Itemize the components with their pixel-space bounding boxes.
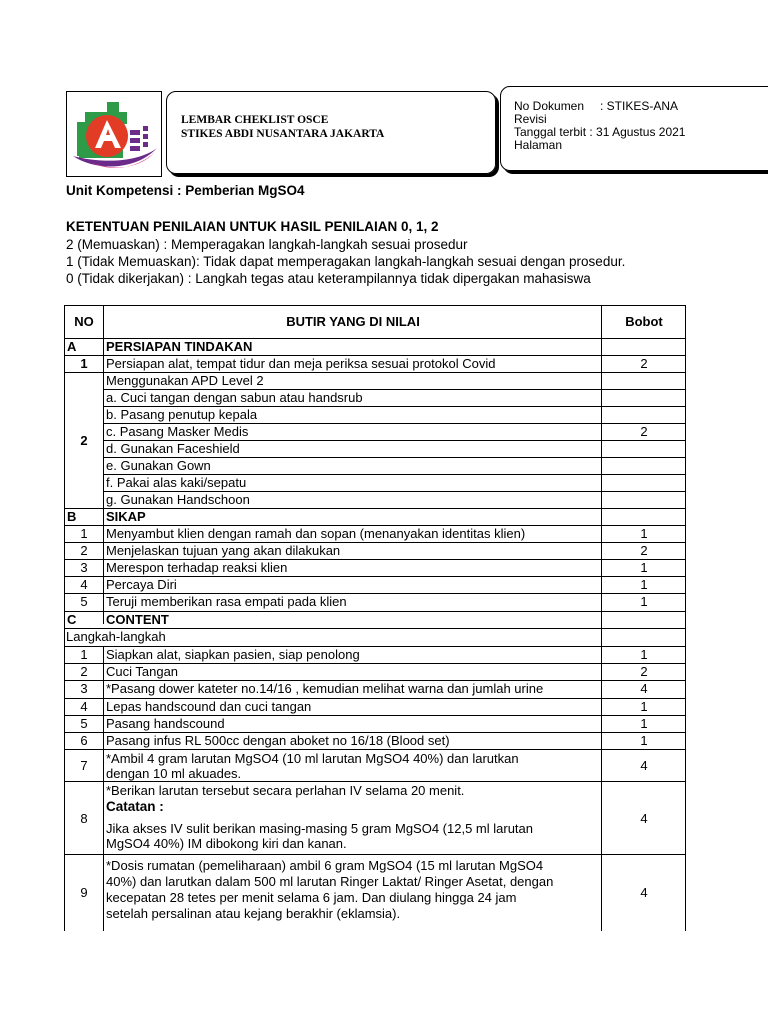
row-item: Menggunakan APD Level 2	[106, 373, 264, 388]
section-code: A	[67, 339, 77, 354]
column-header-no: NO	[74, 314, 94, 329]
note-label: Catatan :	[106, 799, 164, 814]
competency-unit: Unit Kompetensi : Pemberian MgSO4	[66, 183, 305, 198]
doc-number-label: No Dokumen	[514, 99, 585, 113]
issue-date-label: Tanggal terbit	[514, 125, 587, 139]
row-weight: 1	[640, 577, 648, 592]
row-item: Pasang handscound	[106, 716, 225, 731]
row-item: c. Pasang Masker Medis	[106, 424, 249, 439]
title-box	[166, 91, 496, 174]
page-label: Halaman	[514, 138, 563, 152]
issue-date-value: : 31 Agustus 2021	[589, 125, 686, 139]
row-number: 2	[80, 543, 88, 558]
row-number: 3	[80, 560, 88, 575]
row-item: *Dosis rumatan (pemeliharaan) ambil 6 gram MgSO4 (15 ml larutan MgSO4	[106, 858, 544, 873]
row-item: Pasang infus RL 500cc dengan aboket no 16/18 (Blood set)	[106, 733, 450, 748]
row-weight: 2	[640, 356, 648, 371]
row-number: 6	[80, 733, 88, 748]
logo-box	[66, 91, 162, 177]
row-number: 2	[80, 664, 88, 679]
row-item: b. Pasang penutup kepala	[106, 407, 258, 422]
row-item: kecepatan 28 tetes per menit selama 6 jam. Dan diulang hingga 24 jam	[106, 890, 517, 905]
steps-label: Langkah-langkah	[66, 629, 566, 646]
row-weight: 4	[640, 810, 648, 826]
doc-number-row	[514, 99, 678, 113]
row-weight: 1	[640, 733, 648, 748]
row-weight: 2	[640, 543, 648, 558]
row-item: Lepas handscound dan cuci tangan	[106, 699, 312, 714]
row-number: 2	[80, 433, 88, 448]
row-item: setelah persalinan atau kejang berakhir (eklamsia).	[106, 906, 401, 921]
row-item: 40%) dan larutkan dalam 500 ml larutan Ringer Laktat/ Ringer Asetat, dengan	[106, 874, 554, 889]
row-weight: 4	[640, 681, 648, 696]
row-item: MgSO4 40%) IM dibokong kiri dan kanan.	[106, 836, 347, 851]
column-header-item: BUTIR YANG DI NILAI	[286, 314, 420, 329]
scoring-rule: 2 (Memuaskan) : Memperagakan langkah-langkah sesuai prosedur	[66, 237, 468, 252]
row-item: Cuci Tangan	[106, 664, 179, 679]
document-info-box	[500, 86, 768, 171]
row-weight: 1	[640, 594, 648, 609]
row-number: 1	[80, 647, 88, 662]
institution-logo	[67, 92, 161, 176]
row-item: d. Gunakan Faceshield	[106, 441, 240, 456]
section-title: SIKAP	[106, 509, 146, 524]
scoring-rule: 0 (Tidak dikerjakan) : Langkah tegas atau keterampilannya tidak dipergakan mahasiswa	[66, 271, 591, 286]
issue-date-row	[514, 125, 685, 139]
row-number: 5	[80, 716, 88, 731]
row-weight: 1	[640, 526, 648, 541]
row-item: Jika akses IV sulit berikan masing-masing 5 gram MgSO4 (12,5 ml larutan	[106, 821, 534, 836]
row-item: Merespon terhadap reaksi klien	[106, 560, 288, 575]
row-weight: 1	[640, 699, 648, 714]
row-item: Menjelaskan tujuan yang akan dilakukan	[106, 543, 341, 558]
section-title: CONTENT	[106, 612, 169, 627]
row-number: 8	[80, 810, 88, 826]
row-number: 1	[80, 356, 88, 371]
row-weight: 1	[640, 647, 648, 662]
doc-number-value: : STIKES-ANA	[600, 99, 679, 113]
row-item: Siapkan alat, siapkan pasien, siap penolong	[106, 647, 360, 662]
revision-label: Revisi	[514, 112, 547, 126]
row-number: 7	[80, 758, 88, 773]
scoring-heading: KETENTUAN PENILAIAN UNTUK HASIL PENILAIAN 0, 1, 2	[66, 219, 439, 234]
revision-row	[514, 112, 547, 126]
row-item: Percaya Diri	[106, 577, 177, 592]
column-header-weight: Bobot	[625, 314, 663, 329]
section-code: B	[67, 509, 77, 524]
row-item: f. Pakai alas kaki/sepatu	[106, 475, 247, 490]
row-item: *Ambil 4 gram larutan MgSO4 (10 ml larutan MgSO4 40%) dan larutkan	[106, 751, 519, 766]
row-item: e. Gunakan Gown	[106, 458, 211, 473]
row-weight: 2	[640, 664, 648, 679]
row-item: *Pasang dower kateter no.14/16 , kemudian melihat warna dan jumlah urine	[106, 681, 544, 696]
row-item: a. Cuci tangan dengan sabun atau handsrub	[106, 390, 363, 405]
row-item: Persiapan alat, tempat tidur dan meja periksa sesuai protokol Covid	[106, 356, 496, 371]
row-item: Teruji memberikan rasa empati pada klien	[106, 594, 347, 609]
row-number: 1	[80, 526, 88, 541]
form-title: LEMBAR CHEKLIST OSCE	[181, 114, 329, 126]
row-weight: 1	[640, 716, 648, 731]
section-title: PERSIAPAN TINDAKAN	[106, 339, 253, 354]
row-item: Menyambut klien dengan ramah dan sopan (menanyakan identitas klien)	[106, 526, 526, 541]
row-number: 5	[80, 594, 88, 609]
scoring-rule: 1 (Tidak Memuaskan): Tidak dapat memperagakan langkah-langkah sesuai dengan prosedur.	[66, 254, 626, 269]
institution-name: STIKES ABDI NUSANTARA JAKARTA	[181, 128, 385, 140]
checklist-table	[64, 305, 686, 931]
page-row	[514, 138, 562, 152]
row-weight: 4	[640, 885, 648, 900]
row-item: *Berikan larutan tersebut secara perlahan IV selama 20 menit.	[106, 783, 465, 798]
row-weight: 2	[640, 424, 648, 439]
row-weight: 1	[640, 560, 648, 575]
row-item: dengan 10 ml akuades.	[106, 766, 242, 781]
row-number: 3	[80, 681, 88, 696]
section-code: C	[67, 612, 77, 627]
row-number: 9	[80, 885, 88, 900]
row-weight: 4	[640, 758, 648, 773]
row-number: 4	[80, 577, 88, 592]
row-item: g. Gunakan Handschoon	[106, 492, 250, 507]
row-number: 4	[80, 699, 88, 714]
